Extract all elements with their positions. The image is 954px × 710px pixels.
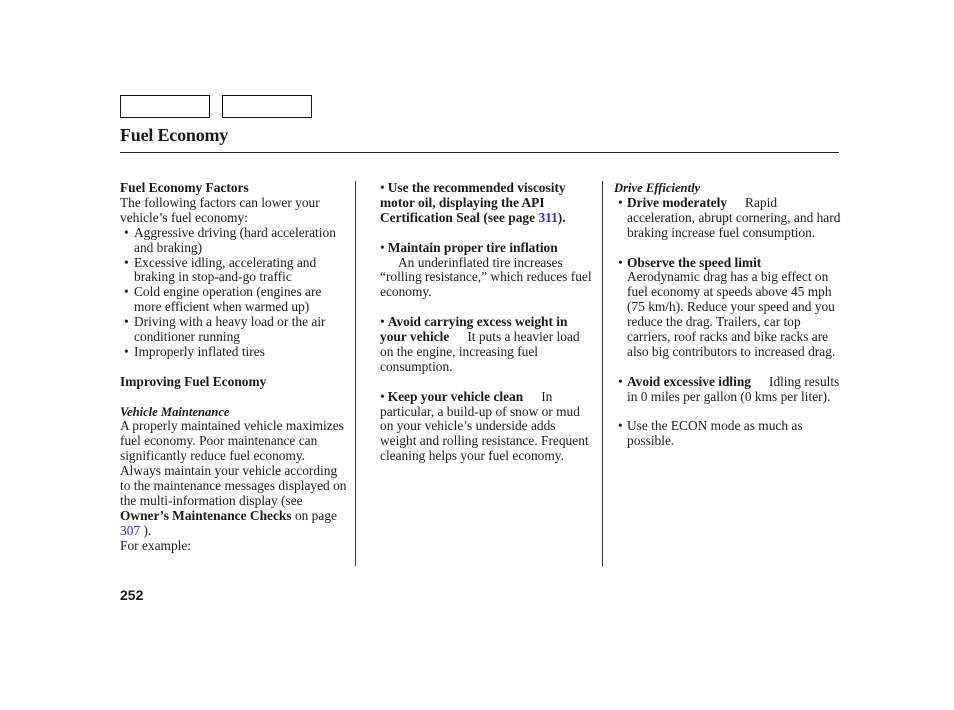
list-item: • Maintain proper tire inflation An underinflated tire increases “rolling resistance,” which reduces fuel economy. <box>380 241 595 301</box>
maintenance-text: A properly maintained vehicle maximizes fuel economy. Poor maintenance can significantly reduce fuel economy. Always maintain your vehicle according to the maintenance messages displayed on the multi-information display (see <box>120 418 347 508</box>
list-item: • Use the recommended viscosity motor oil, displaying the API Certification Seal (see page 311). <box>380 181 595 226</box>
column-divider <box>355 181 356 566</box>
page-number: 252 <box>120 587 144 603</box>
page-title: Fuel Economy <box>120 125 229 145</box>
factors-list <box>120 226 348 360</box>
nav-button-index[interactable] <box>222 95 312 118</box>
maintenance-tail: For example: <box>120 537 192 553</box>
middle-column <box>380 181 595 479</box>
list-item: • Drive moderately Rapid acceleration, abrupt cornering, and hard braking increase fuel consumption. <box>614 196 842 241</box>
list-item: • Observe the speed limit Aerodynamic drag has a big effect on fuel economy at speeds above 45 mph (75 km/h). Reduce your speed and you reduce the drag. Trailers, car top carriers, roof racks and bike racks are also big contributors to increased drag. <box>614 256 842 360</box>
left-column <box>120 181 348 554</box>
maintenance-ref-close: ). <box>143 522 152 538</box>
factors-heading: Fuel Economy Factors <box>120 180 249 195</box>
drive-efficiently-subheading: Drive Efficiently <box>614 181 701 195</box>
list-item: • Excessive idling, accelerating and braking in stop-and-go traffic <box>120 256 348 286</box>
maintenance-tips-list <box>380 181 595 464</box>
maintenance-ref-on: on page <box>294 507 337 523</box>
list-item: • Avoid excessive idling Idling results in 0 miles per gallon (0 kms per liter). <box>614 375 842 405</box>
page-link-307[interactable]: 307 <box>120 522 141 538</box>
page-link-311[interactable]: 311 <box>538 209 558 225</box>
list-item: • Keep your vehicle clean In particular, a build-up of snow or mud on your vehicle’s underside adds weight and rolling resistance. Frequent cleaning helps your fuel economy. <box>380 390 595 465</box>
maintenance-paragraph <box>120 419 348 538</box>
list-item: • Driving with a heavy load or the air conditioner running <box>120 315 348 345</box>
list-item: • Aggressive driving (hard acceleration and braking) <box>120 226 348 256</box>
maintenance-ref-title: Owner’s Maintenance Checks <box>120 507 292 523</box>
right-column <box>614 181 842 464</box>
list-item: • Improperly inflated tires <box>120 345 348 360</box>
maintenance-subheading: Vehicle Maintenance <box>120 404 230 419</box>
column-divider <box>602 181 603 566</box>
improving-heading: Improving Fuel Economy <box>120 373 267 389</box>
factors-intro: The following factors can lower your vehicle’s fuel economy: <box>120 194 320 225</box>
nav-button-main-menu[interactable] <box>120 95 210 118</box>
list-item: • Use the ECON mode as much as possible. <box>614 419 842 449</box>
driving-tips-list <box>614 196 842 449</box>
list-item: • Avoid carrying excess weight in your vehicle It puts a heavier load on the engine, increasing fuel consumption. <box>380 315 595 375</box>
list-item: • Cold engine operation (engines are more efficient when warmed up) <box>120 285 348 315</box>
title-divider <box>120 152 839 153</box>
